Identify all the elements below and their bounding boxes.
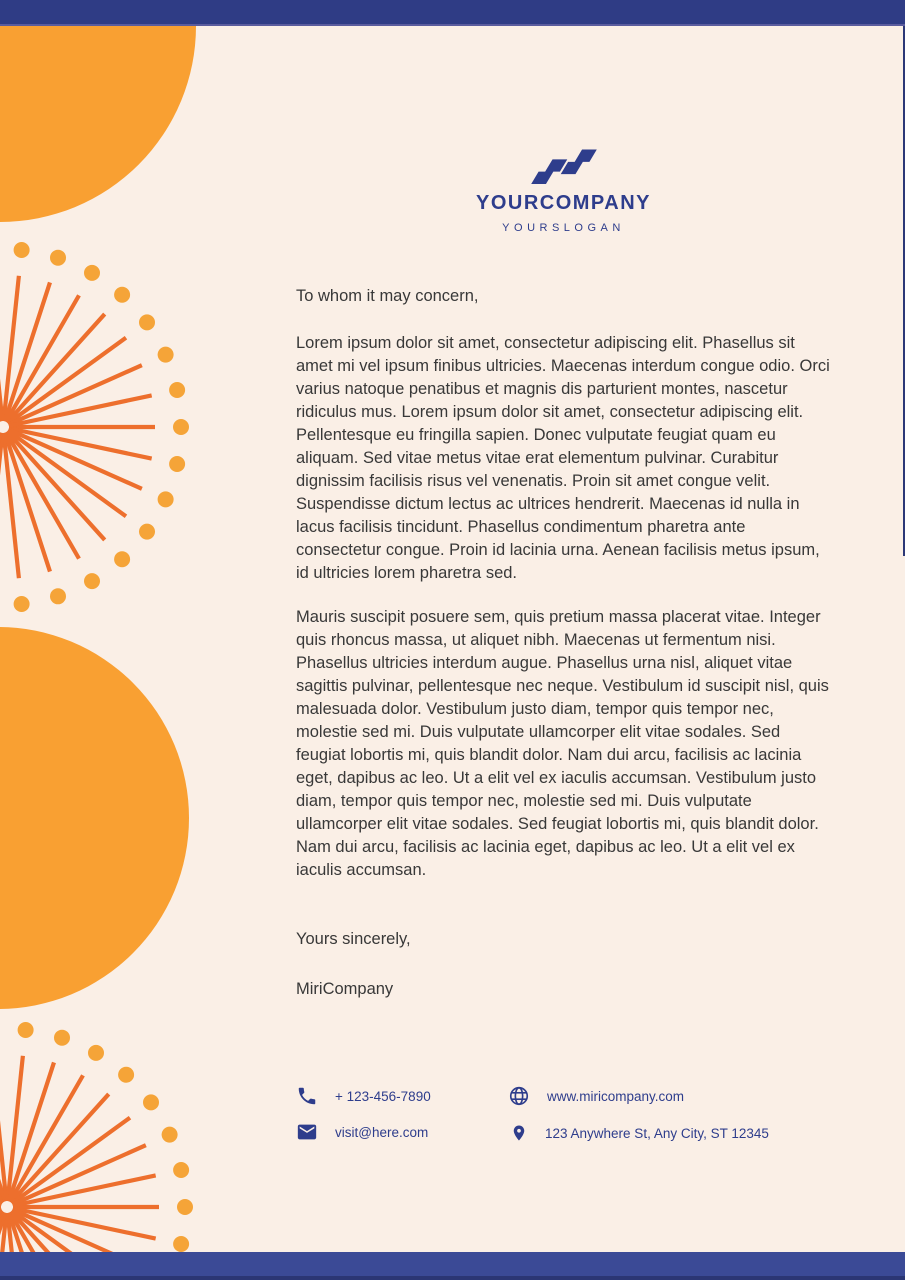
email-icon	[296, 1121, 318, 1143]
bottom-border-bar	[0, 1252, 905, 1280]
company-name: YOURCOMPANY	[475, 192, 652, 214]
top-border-bar	[0, 0, 905, 26]
closing-line: Yours sincerely,	[296, 930, 411, 948]
globe-icon	[508, 1085, 530, 1107]
contact-phone	[296, 1085, 431, 1107]
salutation: To whom it may concern,	[296, 287, 479, 305]
location-pin-icon	[510, 1121, 528, 1145]
contact-address	[510, 1121, 769, 1145]
contact-website	[508, 1085, 684, 1107]
website-url: www.miricompany.com	[547, 1088, 685, 1104]
letter-paragraph-2: Mauris suscipit posuere sem, quis pretium massa placerat vitae. Integer quis rhoncus massa, ut aliquet nibh. Maecenas ut fermentum nisi. Phasellus ultricies interdum augue. Phasellus urna nisl, aliquet vitae sagittis pulvinar, pellentesque nec neque. Vestibulum id suscipit nisl, quis malesuada dolor. Vestibulum justo diam, tempor quis tempor nec, molestie sed mi. Duis vulputate ullamcorper elit vitae sodales. Sed feugiat lobortis mi, quis blandit dolor. Nam dui arcu, facilisis ac lacinia eget, dapibus ac leo. Ut a elit vel ex iaculis accumsan. Vestibulum justo diam, tempor quis tempor nec, molestie sed mi. Duis vulputate ullamcorper elit vitae sodales. Sed feugiat lobortis mi, quis blandit dolor. Nam dui arcu, facilisis ac lacinia eget, dapibus ac leo. Ut a elit vel ex iaculis accumsan.	[296, 608, 829, 879]
orange-circle-top-decoration	[0, 0, 196, 222]
letter-paragraph-1: Lorem ipsum dolor sit amet, consectetur adipiscing elit. Phasellus sit amet mi vel ipsum finibus ultricies. Maecenas interdum congue odio. Orci varius natoque penatibus et magnis dis parturient montes, nascetur ridiculus mus. Lorem ipsum dolor sit amet, consectetur adipiscing elit. Pellentesque eu fringilla sapien. Donec vulputate feugiat quam eu aliquam. Sed vitae metus vitae erat elementum pulvinar. Curabitur dignissim facilisis risus vel venenatis. Proin sit amet congue velit. Suspendisse dictum lectus ac ultrices hendrerit. Maecenas id nulla in lacus facilisis tincidunt. Phasellus condimentum pharetra ante consectetur congue. Proin id lacinia urna. Aenean facilisis metus ipsum, id ultricies lorem pharetra sed.	[296, 334, 830, 582]
company-logo-icon	[523, 138, 605, 184]
signature-name: MiriCompany	[296, 980, 394, 998]
street-address: 123 Anywhere St, Any City, ST 12345	[545, 1125, 769, 1141]
contact-email	[296, 1121, 428, 1143]
starburst-decoration-lower	[0, 1007, 207, 1280]
letterhead-header	[296, 138, 831, 234]
orange-circle-middle-decoration	[0, 627, 189, 1009]
email-address: visit@here.com	[335, 1124, 429, 1140]
company-slogan: YOURSLOGAN	[502, 222, 625, 234]
phone-number: + 123-456-7890	[335, 1088, 431, 1104]
phone-icon	[296, 1085, 318, 1107]
starburst-decoration-upper	[0, 227, 203, 627]
